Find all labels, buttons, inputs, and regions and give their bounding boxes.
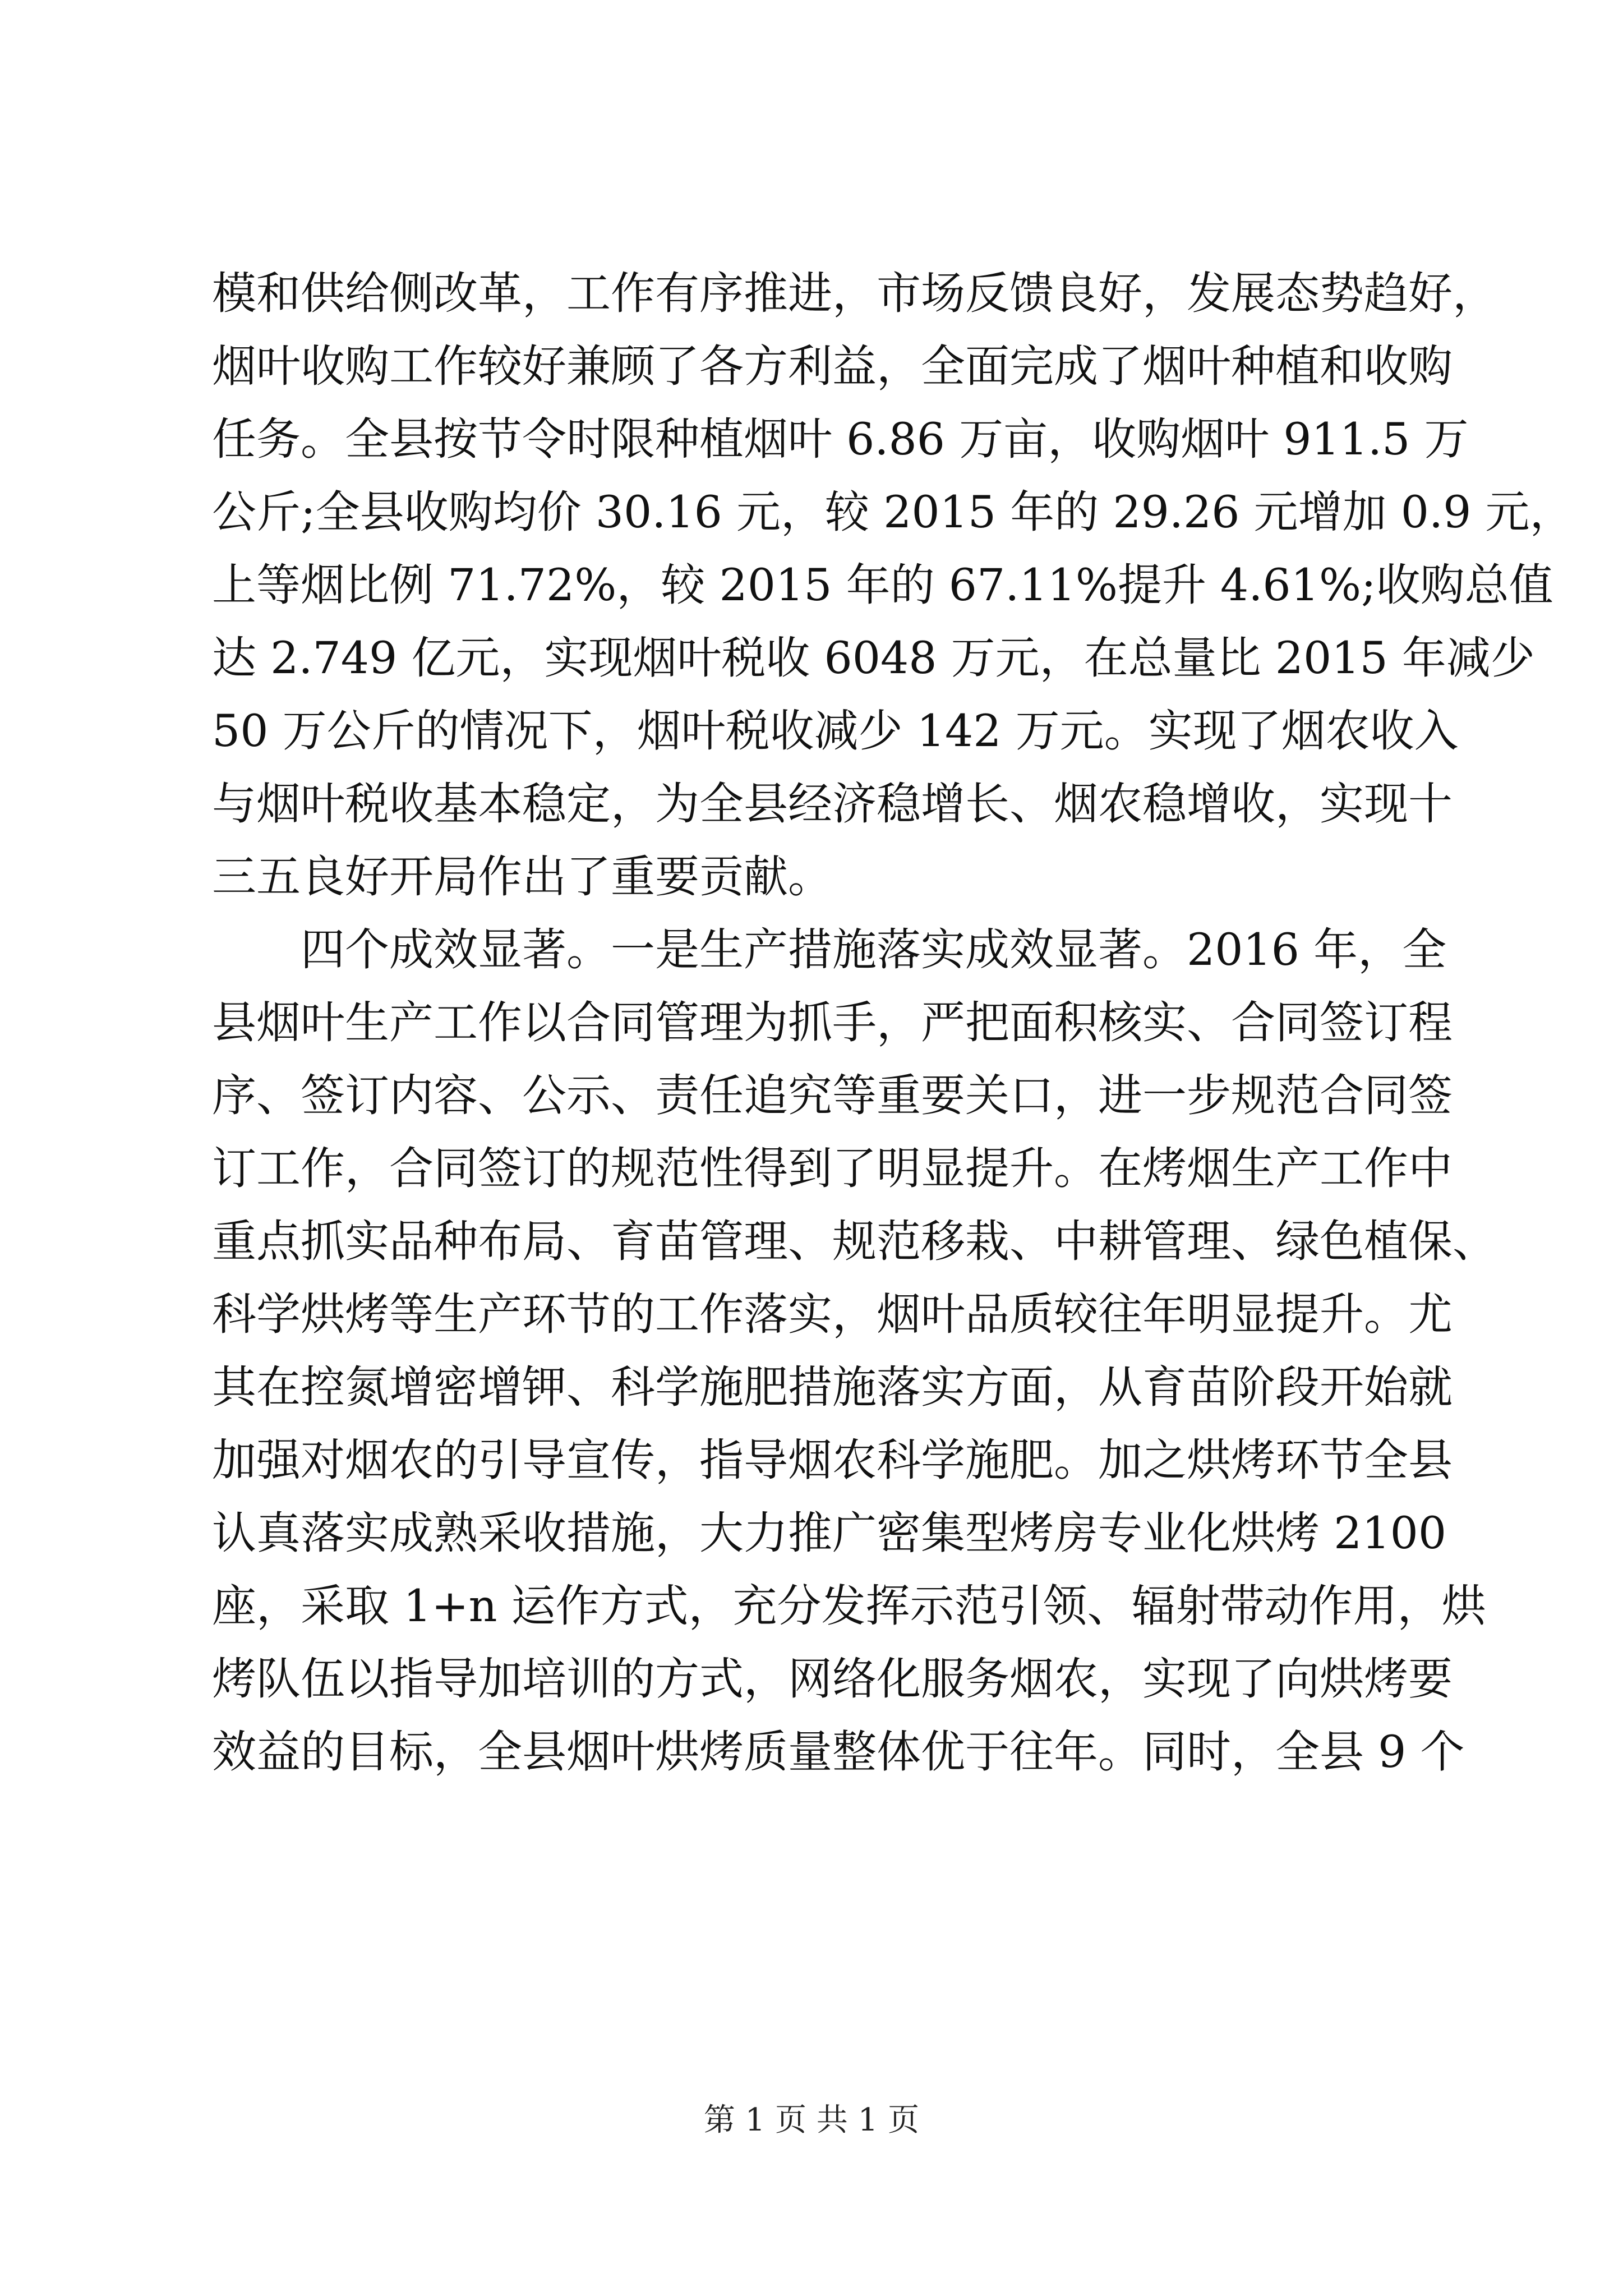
document-body xyxy=(212,257,1574,1788)
text-line: 科学烘烤等生产环节的工作落实，烟叶品质较往年明显提升。尤 xyxy=(212,1289,1453,1340)
text-line: 任务。全县按节令时限种植烟叶 6.86 万亩，收购烟叶 911.5 万 xyxy=(212,413,1469,465)
text-line: 序、签订内容、公示、责任追究等重要关口，进一步规范合同签 xyxy=(212,1070,1453,1121)
text-line: 烤队伍以指导加培训的方式，网络化服务烟农，实现了向烘烤要 xyxy=(212,1653,1453,1705)
text-line: 上等烟比例 71.72%，较 2015 年的 67.11%提升 4.61%;收购总值 xyxy=(212,559,1553,611)
paragraph-2 xyxy=(212,913,1497,1788)
page-footer xyxy=(0,2098,1623,2143)
text-line: 四个成效显著。一是生产措施落实成效显著。2016 年，全 xyxy=(212,924,1447,976)
page-number-label: 第 1 页 共 1 页 xyxy=(703,2102,920,2138)
text-line: 烟叶收购工作较好兼顾了各方利益，全面完成了烟叶种植和收购 xyxy=(212,341,1453,392)
text-line: 订工作，合同签订的规范性得到了明显提升。在烤烟生产工作中 xyxy=(212,1143,1453,1194)
text-line: 座，采取 1+n 运作方式，充分发挥示范引领、辐射带动作用，烘 xyxy=(212,1580,1486,1632)
text-line: 达 2.749 亿元，实现烟叶税收 6048 万元，在总量比 2015 年减少 xyxy=(212,632,1535,684)
text-line: 重点抓实品种布局、育苗管理、规范移栽、中耕管理、绿色植保、 xyxy=(212,1216,1497,1267)
paragraph-1 xyxy=(212,257,1574,913)
text-line: 三五良好开局作出了重要贡献。 xyxy=(212,851,832,903)
text-line: 50 万公斤的情况下，烟叶税收减少 142 万元。实现了烟农收入 xyxy=(212,705,1459,757)
text-line: 模和供给侧改革，工作有序推进，市场反馈良好，发展态势趋好， xyxy=(212,268,1497,319)
text-line: 公斤;全县收购均价 30.16 元，较 2015 年的 29.26 元增加 0.9 元， xyxy=(212,486,1574,538)
text-line: 与烟叶税收基本稳定，为全县经济稳增长、烟农稳增收，实现十 xyxy=(212,778,1453,830)
text-line: 其在控氮增密增钾、科学施肥措施落实方面，从育苗阶段开始就 xyxy=(212,1361,1453,1413)
text-line: 认真落实成熟采收措施，大力推广密集型烤房专业化烘烤 2100 xyxy=(212,1507,1447,1559)
text-line: 县烟叶生产工作以合同管理为抓手，严把面积核实、合同签订程 xyxy=(212,997,1453,1048)
text-line: 效益的目标，全县烟叶烘烤质量整体优于往年。同时，全县 9 个 xyxy=(212,1726,1465,1778)
text-line: 加强对烟农的引导宣传，指导烟农科学施肥。加之烘烤环节全县 xyxy=(212,1434,1453,1486)
